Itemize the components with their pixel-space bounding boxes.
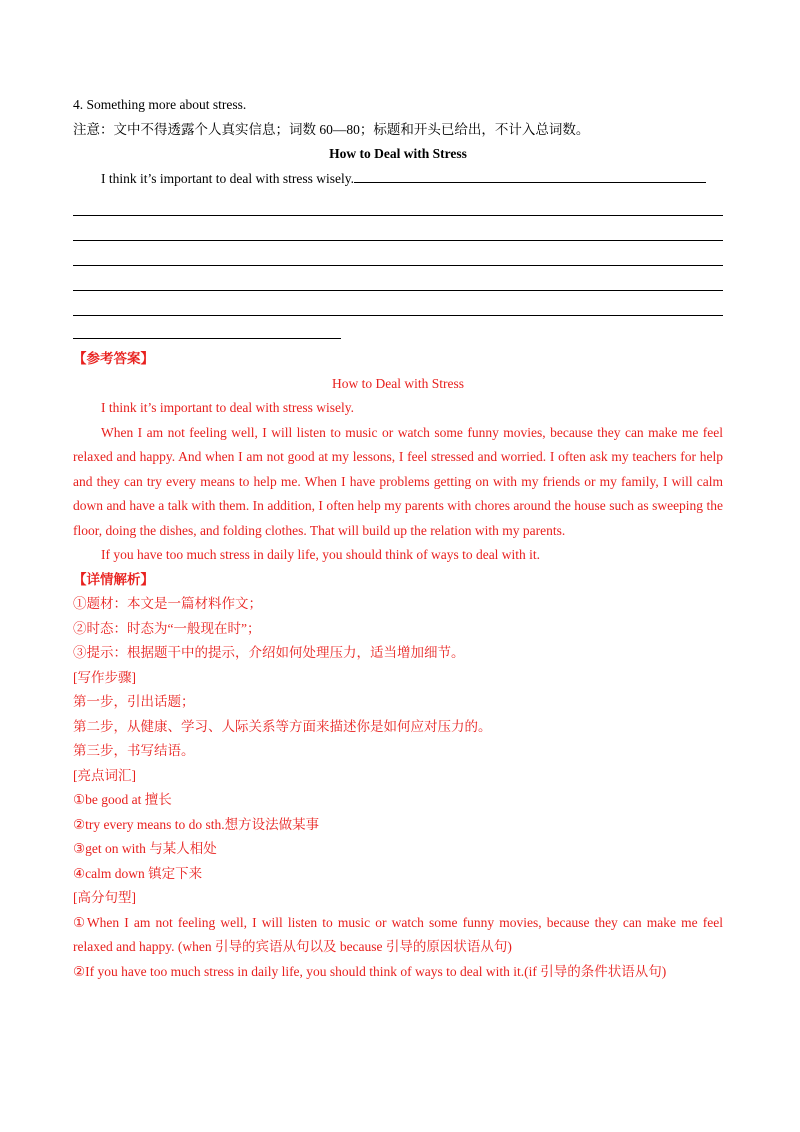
sentence-item-2: ②If you have too much stress in daily life, you should think of ways to deal with it.(if 引导的条件状语从句) xyxy=(73,963,667,979)
sentences-header: [高分句型] xyxy=(73,890,136,905)
analysis-item-1: ①题材：本文是一篇材料作文； xyxy=(73,596,262,611)
writing-line-2 xyxy=(73,216,723,241)
document-page xyxy=(73,93,723,984)
writing-line-4 xyxy=(73,266,723,291)
task-note: 注意：文中不得透露个人真实信息；词数 60—80；标题和开头已给出，不计入总词数。 xyxy=(73,121,590,137)
task-opening: I think it’s important to deal with stress wisely. xyxy=(101,170,354,186)
sentence-item-1: ①When I am not feeling well, I will listen to music or watch some funny movies, because they can make me feel relaxed and happy. (when 引导的宾语从句以及 because 引导的原因状语从句) xyxy=(73,914,723,954)
writing-line-6 xyxy=(73,316,341,339)
analysis-item-2: ②时态：时态为“一般现在时”； xyxy=(73,620,261,636)
answer-paragraph-3: If you have too much stress in daily life, you should think of ways to deal with it. xyxy=(101,547,541,562)
task-item-4: 4. Something more about stress. xyxy=(73,97,247,112)
writing-blank-inline xyxy=(354,168,706,183)
step-2: 第二步，从健康、学习、人际关系等方面来描述你是如何应对压力的。 xyxy=(73,718,492,734)
answer-paragraph-1: I think it’s important to deal with stress wisely. xyxy=(101,400,354,415)
vocab-item-2: ②try every means to do sth.想方设法做某事 xyxy=(73,816,320,832)
step-1: 第一步，引出话题； xyxy=(73,694,195,709)
analysis-header: 【详情解析】 xyxy=(73,571,154,587)
vocab-item-4: ④calm down 镇定下来 xyxy=(73,865,203,881)
answer-header: 【参考答案】 xyxy=(73,351,154,366)
task-opening-line xyxy=(73,167,723,192)
analysis-item-3: ③提示：根据题干中的提示，介绍如何处理压力，适当增加细节。 xyxy=(73,645,465,660)
vocab-item-3: ③get on with 与某人相处 xyxy=(73,841,217,856)
vocab-item-1: ①be good at 擅长 xyxy=(73,792,172,807)
answer-paragraph-2: When I am not feeling well, I will listen to music or watch some funny movies, because they can make me feel relaxed and happy. And when I am not good at my lessons, I feel stressed and worried. I often ask my teachers for help and they can try every means to help me. When I have problems getting on with my friends or my family, I will calm down and have a talk with them. In addition, I often help my parents with chores around the house such as sweeping the floor, doing the dishes, and folding clothes. That will build up the relation with my parents. xyxy=(73,424,723,538)
vocab-header: [亮点词汇] xyxy=(73,767,136,783)
writing-line-3 xyxy=(73,241,723,266)
writing-line-1 xyxy=(73,191,723,216)
answer-title: How to Deal with Stress xyxy=(332,375,464,391)
writing-line-5 xyxy=(73,291,723,316)
steps-header: [写作步骤] xyxy=(73,669,136,685)
task-title: How to Deal with Stress xyxy=(329,146,467,161)
step-3: 第三步，书写结语。 xyxy=(73,743,195,758)
